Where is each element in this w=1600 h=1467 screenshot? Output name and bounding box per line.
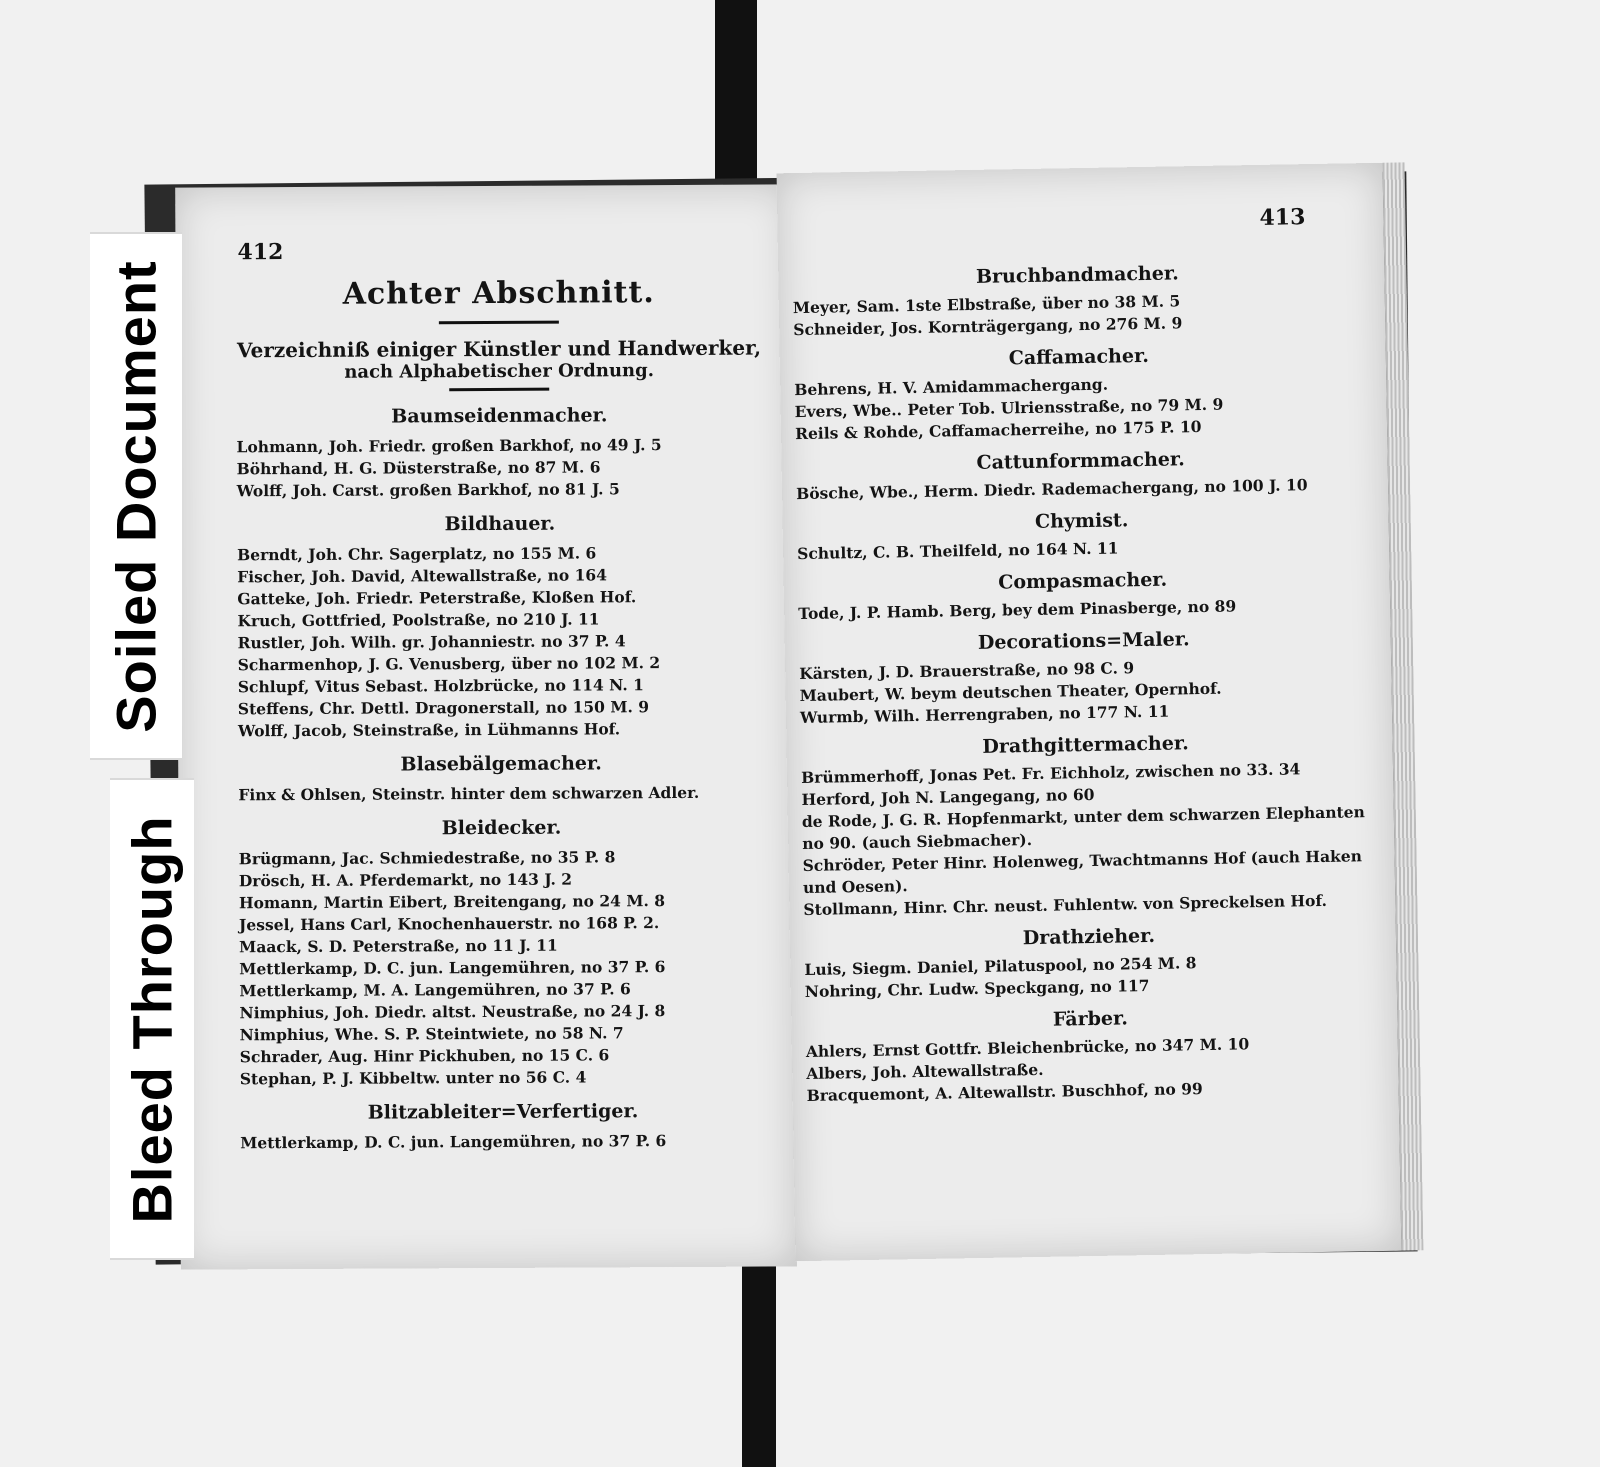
section-title: Färber. [1052, 1007, 1129, 1031]
list-entry: Fischer, Joh. David, Altewallstraße, no 164 [237, 565, 608, 587]
list-entry: Wolff, Jacob, Steinstraße, in Lühmanns Hof. [237, 719, 621, 741]
list-entry: Rustler, Joh. Wilh. gr. Johanniestr. no 37 P. 4 [237, 631, 626, 653]
list-entry: Meyer, Sam. 1ste Elbstraße, über no 38 M. 5 [792, 291, 1181, 318]
section-title: Caffamacher. [1008, 344, 1150, 370]
list-entry: Mettlerkamp, M. A. Langemühren, no 37 P. 6 [239, 979, 631, 1001]
section [799, 625, 1371, 729]
list-entry: Homann, Martin Eibert, Breitengang, no 24 M. 8 [238, 891, 666, 913]
section [237, 512, 764, 743]
list-entry: Schlupf, Vitus Sebast. Holzbrücke, no 114 N. 1 [237, 675, 644, 697]
list-entry: Tode, J. P. Hamb. Berg, bey dem Pinasberge, no 89 [798, 596, 1237, 624]
list-entry: Jessel, Hans Carl, Knochenhauerstr. no 168 P. 2. [238, 913, 660, 935]
list-entry: Schröder, Peter Hinr. Holenweg, Twachtmanns Hof (auch Haken und Oesen). [802, 846, 1363, 898]
label-text: Soiled Document [104, 259, 168, 733]
list-entry: Böhrhand, H. G. Düsterstraße, no 87 M. 6 [236, 457, 601, 479]
section [805, 1003, 1377, 1107]
list-entry: Mettlerkamp, D. C. jun. Langemühren, no 37 P. 6 [239, 957, 666, 979]
list-entry: Maubert, W. beym deutschen Theater, Opernhof. [799, 678, 1222, 706]
list-entry: Bösche, Wbe., Herm. Diedr. Rademachergang, no 100 J. 10 [795, 475, 1308, 504]
section [236, 404, 762, 503]
section [240, 1100, 766, 1155]
list-entry: Drösch, H. A. Pferdemarkt, no 143 J. 2 [238, 869, 573, 891]
list-entry: Berndt, Joh. Chr. Sagerplatz, no 155 M. 6 [237, 543, 597, 565]
list-entry: Kruch, Gottfried, Poolstraße, no 210 J. 11 [237, 609, 600, 631]
chapter-heading: Achter Abschnitt. [342, 275, 655, 312]
section-title: Decorations=Maler. [977, 628, 1190, 654]
section-title: Bleidecker. [441, 816, 562, 840]
list-entry: Steffens, Chr. Dettl. Dragonerstall, no 150 M. 9 [237, 697, 650, 719]
list-entry: Bracquemont, A. Altewallstr. Buschhof, no 99 [806, 1079, 1203, 1105]
section [804, 921, 1375, 1003]
binding-strip-top [715, 0, 757, 200]
section-title: Baumseidenmacher. [391, 404, 608, 428]
list-entry: Luis, Siegm. Daniel, Pilatuspool, no 254 M. 8 [804, 953, 1197, 980]
list-entry: Evers, Wbe.. Peter Tob. Ulriensstraße, no 79 M. 9 [794, 394, 1224, 422]
page-subtitle: nach Alphabetischer Ordnung. [344, 360, 655, 383]
page-number: 412 [237, 239, 284, 266]
list-entry: Gatteke, Joh. Friedr. Peterstraße, Kloßen Hof. [237, 587, 637, 609]
list-entry: Brümmerhoff, Jonas Pet. Fr. Eichholz, zwischen no 33. 34 [800, 759, 1301, 788]
list-entry: Brügmann, Jac. Schmiedestraße, no 35 P. 8 [238, 847, 616, 869]
section-title: Blasebälgemacher. [400, 752, 602, 776]
left-page-content [236, 275, 767, 1155]
section-title: Bildhauer. [444, 512, 556, 536]
right-page [777, 163, 1402, 1261]
list-entry: Schultz, C. B. Theilfeld, no 164 N. 11 [797, 538, 1119, 564]
section [794, 341, 1366, 445]
divider [449, 388, 549, 392]
list-entry: Wolff, Joh. Carst. großen Barkhof, no 81 J. 5 [236, 479, 620, 501]
list-entry: Stollmann, Hinr. Chr. neust. Fuhlentw. von Spreckelsen Hof. [803, 890, 1328, 920]
bleed-through-label [110, 778, 194, 1260]
section [795, 445, 1366, 505]
list-entry: Scharmenhop, J. G. Venusberg, über no 102 M. 2 [237, 653, 661, 675]
label-text: Bleed Through [120, 814, 184, 1224]
page-title: Verzeichniß einiger Künstler und Handwerker, [236, 335, 762, 363]
section-title: Drathgittermacher. [982, 732, 1189, 758]
section-title: Cattunformmacher. [976, 448, 1185, 474]
list-entry: Mettlerkamp, D. C. jun. Langemühren, no 37 P. 6 [240, 1131, 667, 1153]
right-page-content [792, 249, 1377, 1107]
section [800, 729, 1373, 921]
section-title: Drathzieher. [1022, 924, 1156, 950]
list-entry: Kärsten, J. D. Brauerstraße, no 98 C. 9 [799, 658, 1135, 684]
page-number: 413 [1259, 204, 1306, 231]
page-edge [1382, 162, 1423, 1250]
list-entry: Behrens, H. V. Amidammachergang. [794, 374, 1109, 400]
section [798, 565, 1369, 625]
soiled-document-label [90, 232, 182, 760]
list-entry: Stephan, P. J. Kibbeltw. unter no 56 C. 4 [239, 1067, 587, 1089]
list-entry: Herford, Joh N. Langegang, no 60 [801, 784, 1095, 810]
section [797, 505, 1368, 565]
section [238, 816, 765, 1091]
section [238, 752, 764, 807]
section-title: Chymist. [1034, 509, 1129, 533]
list-entry: Reils & Rohde, Caffamacherreihe, no 175 P. 10 [794, 416, 1202, 444]
list-entry: Albers, Joh. Altewallstraße. [806, 1059, 1044, 1083]
list-entry: Nohring, Chr. Ludw. Speckgang, no 117 [804, 975, 1150, 1002]
list-entry: Nimphius, Joh. Diedr. altst. Neustraße, no 24 J. 8 [239, 1001, 666, 1023]
list-entry: de Rode, J. G. R. Hopfenmarkt, unter dem schwarzen Elephanten no 90. (auch Siebmacher). [801, 802, 1365, 854]
section-title: Bruchbandmacher. [975, 262, 1179, 288]
list-entry: Lohmann, Joh. Friedr. großen Barkhof, no 49 J. 5 [236, 435, 662, 457]
section-title: Compasmacher. [998, 568, 1168, 594]
section-title: Blitzableiter=Verfertiger. [367, 1100, 639, 1124]
list-entry: Maack, S. D. Peterstraße, no 11 J. 11 [239, 935, 558, 957]
list-entry: Nimphius, Whe. S. P. Steintwiete, no 58 N. 7 [239, 1023, 624, 1045]
list-entry: Schrader, Aug. Hinr Pickhuben, no 15 C. 6 [239, 1045, 610, 1067]
list-entry: Finx & Ohlsen, Steinstr. hinter dem schwarzen Adler. [238, 782, 700, 805]
list-entry: Schneider, Jos. Kornträgergang, no 276 M. 9 [793, 313, 1183, 340]
list-entry: Wurmb, Wilh. Herrengraben, no 177 N. 11 [799, 701, 1170, 728]
left-page [175, 184, 797, 1269]
binding-strip-bottom [742, 1240, 776, 1467]
divider [439, 321, 559, 325]
section [792, 259, 1363, 341]
list-entry: Ahlers, Ernst Gottfr. Bleichenbrücke, no 347 M. 10 [805, 1034, 1250, 1061]
